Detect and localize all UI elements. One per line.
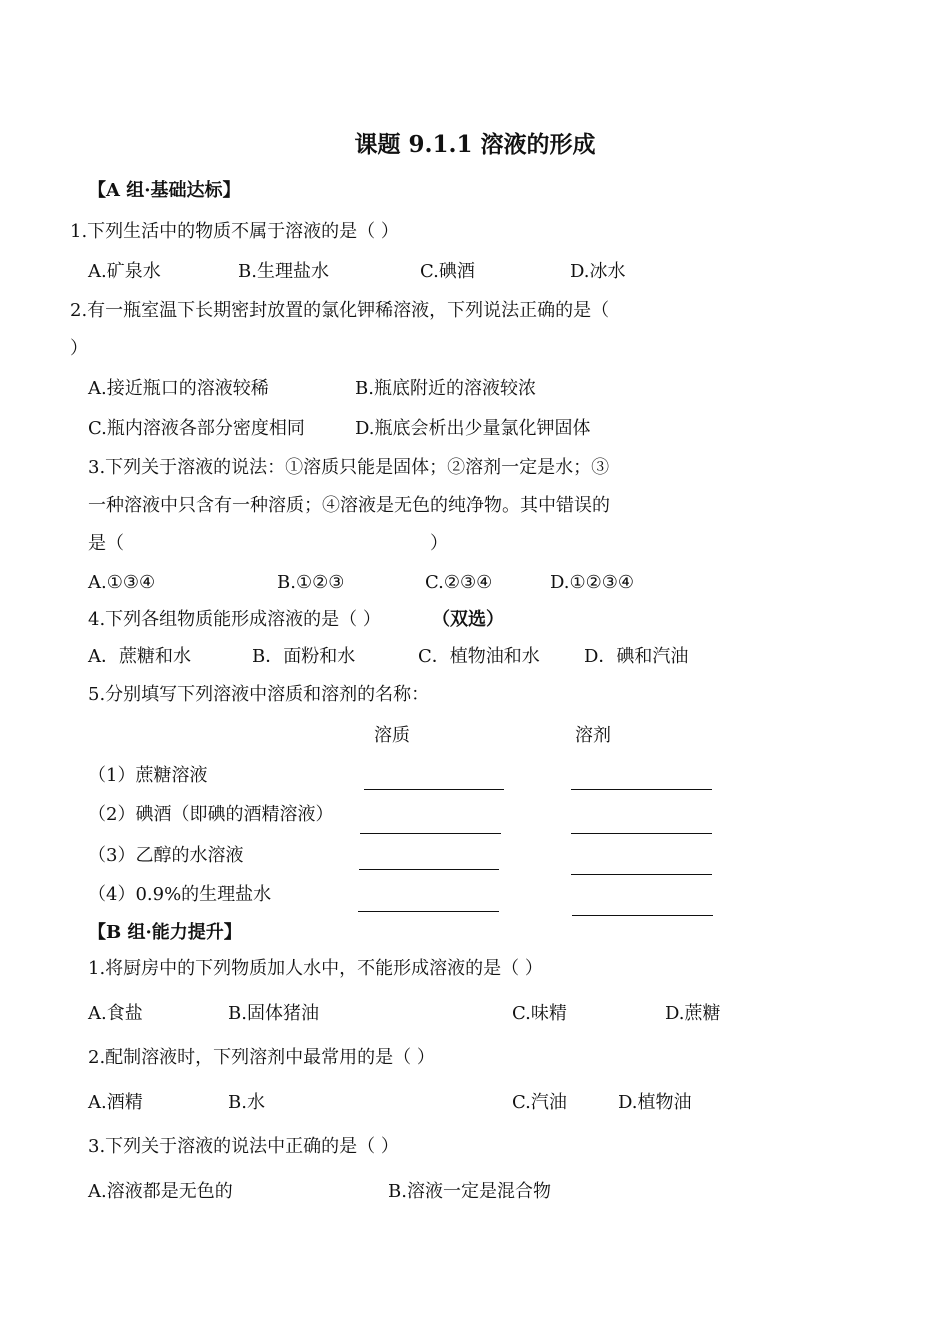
a-q4-note: （双选） [432,609,504,630]
a-q1-option-d: D.冰水 [570,261,626,282]
a-q5-row2-solvent-blank[interactable] [571,833,712,834]
b-q3-option-b: B.溶液一定是混合物 [388,1181,551,1202]
a-q2-option-d: D.瓶底会析出少量氯化钾固体 [355,418,591,439]
a-q2-option-a: A.接近瓶口的溶液较稀 [88,378,269,399]
a-q4-option-b: B．面粉和水 [252,646,356,667]
a-q5-row4-solvent-blank[interactable] [572,915,713,916]
a-q3-option-d: D.①②③④ [550,572,635,593]
a-q2-option-c: C.瓶内溶液各部分密度相同 [88,418,305,439]
a-q5-row-3: （3）乙醇的水溶液 [88,845,244,866]
b-q1-option-d: D.蔗糖 [665,1003,721,1024]
a-q3-stem-line1: 3.下列关于溶液的说法：①溶质只能是固体；②溶剂一定是水；③ [88,457,610,478]
a-q1-option-a: A.矿泉水 [88,261,161,282]
a-q5-row-2: （2）碘酒（即碘的酒精溶液） [88,804,334,825]
b-q3-stem: 3.下列关于溶液的说法中正确的是（ ） [88,1136,399,1157]
a-q1-option-c: C.碘酒 [420,261,475,282]
a-q2-stem-line2: ） [70,338,88,359]
a-q1-stem: 1.下列生活中的物质不属于溶液的是（ ） [70,221,399,242]
a-q5-row3-solvent-blank[interactable] [571,874,712,875]
section-a-heading: 【A 组·基础达标】 [88,180,241,201]
a-q5-row4-solute-blank[interactable] [358,911,499,912]
a-q5-row3-solute-blank[interactable] [359,869,499,870]
b-q2-option-b: B.水 [228,1092,265,1113]
a-q3-option-a: A.①③④ [88,572,156,593]
a-q5-row2-solute-blank[interactable] [360,833,501,834]
b-q3-option-a: A.溶液都是无色的 [88,1181,233,1202]
a-q1-option-b: B.生理盐水 [238,261,329,282]
a-q4-stem: 4.下列各组物质能形成溶液的是（ ） [88,609,381,630]
b-q2-stem: 2.配制溶液时，下列溶剂中最常用的是（ ） [88,1047,435,1068]
a-q5-row-4: （4）0.9%的生理盐水 [88,884,272,905]
a-q5-col-solvent: 溶剂 [575,725,611,746]
a-q5-col-solute: 溶质 [374,725,410,746]
b-q2-option-c: C.汽油 [512,1092,567,1113]
b-q1-option-b: B.固体猪油 [228,1003,319,1024]
a-q2-stem-line1: 2.有一瓶室温下长期密封放置的氯化钾稀溶液，下列说法正确的是（ [70,300,610,321]
b-q2-option-a: A.酒精 [88,1092,143,1113]
a-q4-option-d: D．碘和汽油 [584,646,689,667]
a-q5-row1-solvent-blank[interactable] [571,789,712,790]
b-q1-stem: 1.将厨房中的下列物质加人水中，不能形成溶液的是（ ） [88,958,543,979]
b-q2-option-d: D.植物油 [618,1092,692,1113]
a-q5-stem: 5.分别填写下列溶液中溶质和溶剂的名称： [88,684,430,705]
a-q3-stem-line3-end: ） [430,533,448,554]
a-q3-stem-line2: 一种溶液中只含有一种溶质；④溶液是无色的纯净物。其中错误的 [88,495,610,516]
section-b-heading: 【B 组·能力提升】 [88,922,242,943]
a-q4-option-c: C．植物油和水 [418,646,540,667]
page-title: 课题 9.1.1 溶液的形成 [354,131,596,158]
a-q5-row-1: （1）蔗糖溶液 [88,765,208,786]
a-q4-option-a: A．蔗糖和水 [88,646,191,667]
a-q3-stem-line3-start: 是（ [88,533,124,554]
b-q1-option-c: C.味精 [512,1003,567,1024]
a-q2-option-b: B.瓶底附近的溶液较浓 [355,378,536,399]
a-q3-option-b: B.①②③ [277,572,345,593]
a-q3-option-c: C.②③④ [425,572,493,593]
a-q5-row1-solute-blank[interactable] [364,789,504,790]
b-q1-option-a: A.食盐 [88,1003,143,1024]
